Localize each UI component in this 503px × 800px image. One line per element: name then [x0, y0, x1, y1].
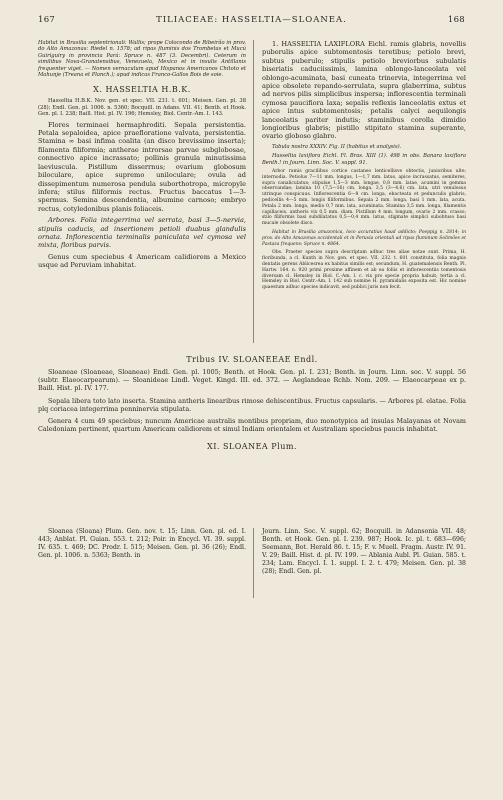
- genus-distribution: Genus cum speciebus 4 Americam calidiorem a Mexico usque ad Peruviam inhabitat.: [38, 252, 246, 270]
- species-description: Arbor ramis gracilibus cortice castaneo lenticellisve obtectis, junioribus ulte; internodia. Petiolus 7—11 mm. longus, 1—1,7 mm. latus, apice incrassatus, semiteres, supra canaliculatus; stipulae 1,5—3 mm. longae, 0,8 mm. latae, acumini in gemma observandae; lamina 10 (7,5—16) cm. longa, 3,5 (3—4,6) cm. lata, utri venulosus utrinque conspicuus. Inflorescentia 6—8 cm. longa, ebacteata et pedunculis glabris, pedicellis 4—5 mm. longis filiformibus. Sepala 2 mm. longa, basi 1 mm. lata, acuta. Petala 2 mm. longa, medio 0,7 mm. lata, acuminata. Stamina 3,5 mm. longa, filamentis capillaceis, antheris vix 0,5 mm. diam. Pistillum 4 mm. longum, ovario 2 mm. crasso; stilo filiformis basi subdilatatus 0,5—0,4 mm. latus, stigmate simplici subobtuso basi mucale obsolete disco.: [262, 169, 466, 227]
- habitat-paragraph: Habitat in Brasilia septentrionali: Wallis; prope Colocondo de Ribeirão in prov. do Alto Amazonas: Riedel n. 1578; ad ripas fluminis dos Trombetas et Mucú Guiriguiry in provincia Pará: Spruce n. 487 (3. Decembri). Ceterum in similibus Nova-Granatensibus, Venezuela, Mexico et in insulis Antillanis frequenter viget. — Nomen vernaculum apud Hispanos Americanos Chitoto et Mahunje (Treana et Planch.); apud indicas Franco-Gallos Bois de soie.: [38, 40, 246, 79]
- tribe-citation: Sloaneae (Sloaneae, Sloaneae) Endl. Gen. pl. 1005; Benth. et Hook. Gen. pl. I. 231; Benth. in Journ. Linn. soc. V. suppl. 56 (subtr. Elaeocarpearum). — Sloanideae Lindl. Veget. Kingd. III. ed. 372. — Aeglandeae Rchb. Nom. 209. — Elaeocarpeae ex p. Baill. Hist. pl. IV. 177.: [38, 368, 466, 393]
- genus-description: Flores terminaei hermaphroditi. Sepala persistentia. Petala sepaloidea, apice praefloratione valvata, persistentia. Stamina ∞ basi infima coalita (an disco brevissimo inserta); filamenta filiformia; antherae introrsae parvae subglobosae, connectivo apice incrassato; pollinis granula minutissima laeviuscula. Pistillum disserrnus; ovarium globosum biloculare, apice supremo uniloculare; ovula ad dissepimentum numerosa pendula suborthotropa, micropyle infera; stilus filiformis rectus. Fructus baccatus 1—3-spermus. Semina descendentia, albumine carnoso; embryo rectus, cotyledonibus planis foliaceis.: [38, 120, 246, 213]
- sloanea-title: XI. SLOANEA Plum.: [207, 442, 297, 452]
- left-column: [38, 40, 246, 273]
- tribe-characters: Sepala libera toto lato inserta. Stamina antheris linearibus rimose dehiscentibus. Fructus capsularis. — Arbores pl. elatae. Folia plq coriacea integerrima penninervia stipulata.: [38, 396, 466, 413]
- observation-note: Obs. Praeter species supra descriptam adhuc tres aliae notae sunt. Prima, H. floribunda, a cl. Kunth in Nov. gen. et spec. VII. 232. t. 601 constituta, folia magnis dentatis gerens Ablicesrea ex habitus similis est; secundum, H. guatemalensis Benth. Pl. Hartw. 164. n. 920 primi proxime affinem et ab ea foliis et inflorescentiis tomentosis diversam cl. Hemsley in Biol. C.-Am. l. c. vix pro specie propria habuit; tertia a cl. Hemsley in Biol. Centr.-Am. I. 142 sub nomine H. pyramidalis exposita est. Hic nomine quaestum adhuc species indicavit, sed publici juris non fecit.: [262, 250, 466, 291]
- running-header: [38, 15, 465, 27]
- sloanea-citation-right: Journ. Linn. Soc. V. suppl. 62; Bocquill. in Adansonia VII. 48; Benth. et Hook. Gen. pl. I. 239. 987; Hook. Ic. pl. t. 683—696; Seemann, Bot. Herald 86. t. 15; F. v. Muell. Fragm. Austr. IV. 91. V. 29; Baill. Hist. d. pl. IV. 199. — Ablania Aubl. Pl. Guian. 585. t. 234; Lam. Encycl. I. 1. suppl. I. 2. t. 479; Meisen. Gen. pl. 38 (28); Endl. Gen. pl.: [262, 528, 466, 575]
- sloanea-citation-left: Sloanea (Sloana) Plum. Gen. nov. t. 15; Linn. Gen. pl. ed. I. 443; Anblat. Pl. Guian. 553. t. 212; Poir. in Encycl. VI. 39. suppl. IV. 635. t. 469; DC. Prodr. I. 515; Meisen. Gen. pl. 36 (26); Endl. Gen. pl. 1006. n. 5363; Benth. in: [38, 528, 246, 559]
- genus-title: X. HASSELTIA H.B.K.: [93, 85, 191, 95]
- species-habitat: Habitat in Brasilia amazonica, loco accuratius haud addicto: Poeppig n. 2814; in prov. do Alto Amazonas occidentali et in Peruvia orientali ad ripas fluminum Solimões et Pastaza frequens: Spruce n. 4864.: [262, 230, 466, 247]
- tabula-reference: Tabula nostra XXXIV. Fig. II (habitus et analysis).: [272, 143, 402, 150]
- page-number-right: 168: [447, 15, 465, 25]
- genus-habit: Arbores. Folia integerrima vel serrata, basi 3—5-nervia, stipulis caducis, ad insertionem petioli duabus glandulis ornata. Inflorescentia terminalis paniculata vel cymosa vel mixta, floribus parvis.: [38, 216, 246, 250]
- tribe-title: Tribus IV. SLOANEEAE Endl.: [186, 355, 318, 364]
- page-number-left: 167: [38, 15, 56, 25]
- running-title: TILIACEAE: HASSELTIA—SLOANEA.: [156, 15, 347, 25]
- sloanea-left-column: [38, 528, 246, 560]
- sloanea-right-column: [262, 528, 466, 576]
- column-divider: [253, 40, 254, 343]
- tribe-genera: Genera 4 cum 49 speciebus; nuncum Americae australis montibus propriam, duo monotypica ad insulas Malayanas et Novam Caledoniam pertinent, quartum Americam calidiorem et simul Indiam orientalem et Australiam speciebus paucis inhabitat.: [38, 417, 466, 434]
- tribe-section: [38, 348, 466, 455]
- column-divider-lower: [253, 528, 254, 598]
- right-column: [262, 40, 466, 294]
- species-diagnosis: 1. HASSELTIA LAXIFLORA Eichl. ramis glabris, novellis puberulis apice subtomentosis teretibus; petiolo brevi, subtus puberulo; stipulis petiolo breviorbus subulatis biseriatis caduciissimis, lamina oblongo-lanceolata vel oblongo-acuminata, basi cuneata trinervia, integerrima vel apice obsolete repando-serrulata, supra glaberrima, subtus ad nervos pilis simplicibus inspersa; inflorescentia terminali cymosa paucifiora laxa; sepalis reflexis lanceolatis extus et apice intus subtomentosis; petalis calyci aequilongis lanceolatis pariter indutis; staminibus corolla dimidio longioribus glabris; pistillo stipitato stamina superante, ovario globoso glabro.: [262, 40, 466, 141]
- species-synonym: Hasseltia laxiflora Eichl. Fl. Bras. XIII (1). 498 in obs. Banara laxiflora Benth.! in Journ. Linn. Soc. V. suppl. 91.: [262, 153, 466, 166]
- genus-citation: Hasseltia H.B.K. Nov. gen. et spec. VII. 231. t. 601; Meisen. Gen. pl. 38 (28); Endl. Gen. pl. 1006. n. 5360; Bocquill. in Adans. VII. 41; Benth. et Hook. Gen. pl. I. 238; Baill. Hist. pl. IV. 196; Hemsley, Biol. Centr.-Am. I. 143.: [38, 98, 246, 118]
